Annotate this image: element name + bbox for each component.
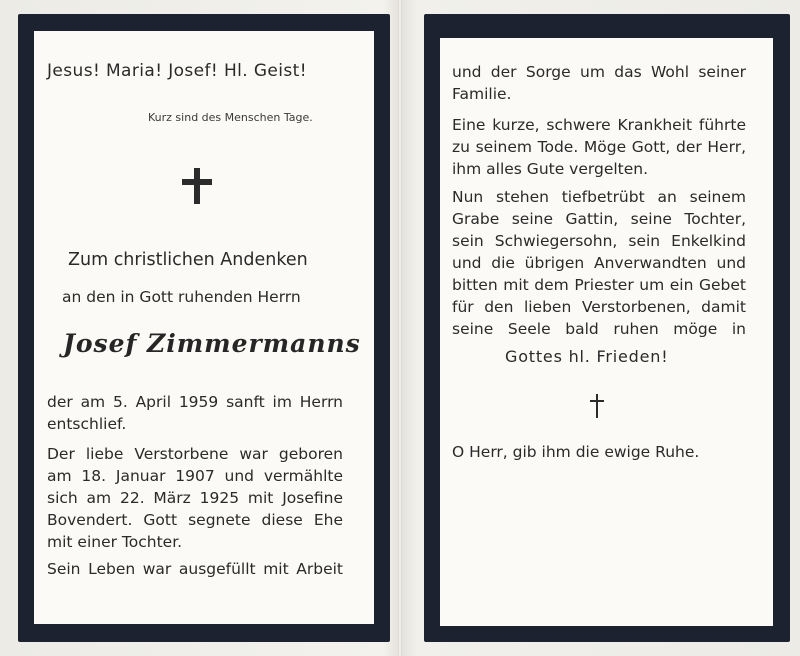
death-paragraph	[47, 391, 343, 435]
family-paragraph	[452, 61, 746, 105]
peace-line: Gottes hl. Frieden!	[505, 347, 669, 366]
text-line: am 18. Januar 1907 und vermählte	[47, 467, 343, 485]
text-line: und die übrigen Anverwandten und	[452, 254, 746, 272]
text-line: sich am 22. März 1925 mit Josefine	[47, 489, 343, 507]
closing-prayer: O Herr, gib ihm die ewige Ruhe.	[452, 443, 700, 461]
text-line: Grabe seine Gattin, seine Tochter,	[452, 210, 746, 228]
text-line: bitten mit dem Priester um ein Gebet	[452, 276, 746, 294]
text-line: zu seinem Tode. Möge Gott, der Herr,	[452, 138, 746, 156]
text-line: Der liebe Verstorbene war geboren	[47, 445, 343, 463]
text-line: für den lieben Verstorbenen, damit	[452, 298, 746, 316]
mourners-paragraph	[452, 186, 746, 340]
text-line: Sein Leben war ausgefüllt mit Arbeit	[47, 560, 343, 578]
text-line: entschlief.	[47, 415, 127, 433]
text-line: seine Seele bald ruhen möge in	[452, 320, 746, 338]
remembrance-title: Zum christlichen Andenken	[68, 250, 308, 270]
text-line: Nun stehen tiefbetrübt an seinem	[452, 188, 746, 206]
card-fold	[398, 0, 402, 656]
life-paragraph	[47, 558, 343, 580]
cross-icon	[590, 394, 604, 418]
text-line: mit einer Tochter.	[47, 533, 183, 551]
text-line: Familie.	[452, 85, 512, 103]
cross-icon	[182, 168, 212, 204]
text-line: Eine kurze, schwere Krankheit führte	[452, 116, 746, 134]
invocation-heading: Jesus! Maria! Josef! Hl. Geist!	[47, 61, 307, 81]
remembrance-subtitle: an den in Gott ruhenden Herrn	[62, 288, 301, 306]
text-line: Bovendert. Gott segnete diese Ehe	[47, 511, 343, 529]
deceased-name: Josef Zimmermanns	[63, 329, 361, 358]
text-line: der am 5. April 1959 sanft im Herrn	[47, 393, 343, 411]
illness-paragraph	[452, 114, 746, 180]
text-line: und der Sorge um das Wohl seiner	[452, 63, 746, 81]
text-line: sein Schwiegersohn, sein Enkelkind	[452, 232, 746, 250]
motto: Kurz sind des Menschen Tage.	[148, 111, 313, 124]
text-line: ihm alles Gute vergelten.	[452, 160, 649, 178]
biography-paragraph	[47, 443, 343, 553]
